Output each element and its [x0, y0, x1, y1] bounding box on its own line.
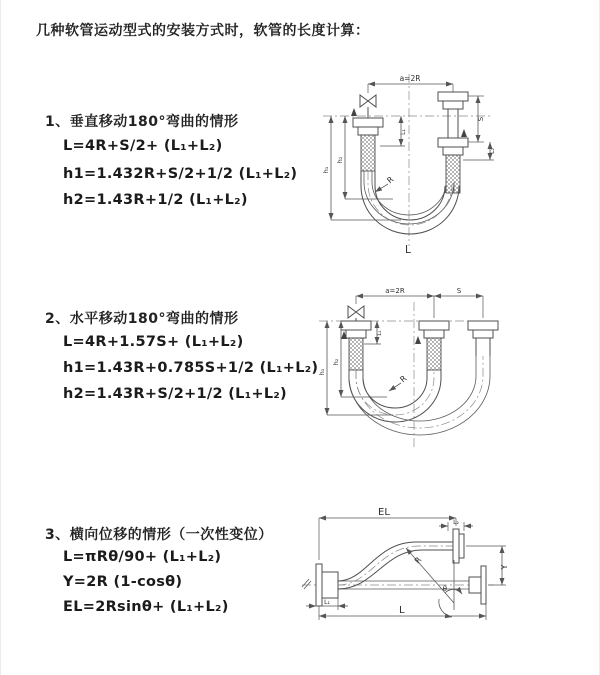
dim-label-h2: h₂: [332, 358, 340, 366]
page-title: 几种软管运动型式的安装方式时，软管的长度计算：: [36, 23, 370, 39]
angle-arc: [439, 599, 452, 617]
dim-label-h2: h₂: [336, 156, 344, 164]
left-flange: [316, 564, 322, 606]
dim-label-a2r: a=2R: [399, 74, 421, 83]
dim-label-s: S: [477, 116, 485, 122]
section-1-formula-h2: h2=1.43R+1/2 (L₁+L₂): [63, 192, 248, 208]
radius-line: [406, 548, 454, 603]
dim-label-l2: L₂: [453, 519, 459, 526]
break-mark: [302, 579, 311, 589]
right-braid-section: [446, 155, 460, 193]
right-upper-flange: [438, 92, 468, 101]
dim-label-h1: h₁: [322, 166, 330, 174]
left-braid-section: [349, 338, 363, 370]
up-arrow-icon: [351, 108, 357, 116]
section-1-heading: 1、垂直移动180°弯曲的情形: [45, 114, 239, 130]
radius-label: R: [412, 555, 424, 566]
dim-label-h1: h₁: [318, 368, 326, 376]
valve-icon: [360, 95, 376, 118]
section-3-formula-L: L=πRθ/90+ (L₁+L₂): [63, 549, 222, 565]
section-1-formula-h1: h1=1.432R+S/2+1/2 (L₁+L₂): [63, 166, 298, 182]
section-3-heading: 3、横向位移的情形（一次性变位）: [45, 527, 273, 543]
angle-arc: [445, 589, 462, 594]
section-2-formula-h1: h1=1.43R+0.785S+1/2 (L₁+L₂): [63, 360, 319, 376]
up-arrow-icon: [415, 336, 421, 344]
dim-label-l2: L₂: [489, 148, 496, 154]
diagram-lateral-displacement: [296, 498, 596, 658]
section-1-formula-L: L=4R+S/2+ (L₁+L₂): [63, 138, 223, 154]
left-braid-section: [361, 135, 375, 171]
length-label: L: [405, 244, 411, 256]
section-2-formula-h2: h2=1.43R+S/2+1/2 (L₁+L₂): [63, 386, 287, 402]
angle-label: θ: [442, 585, 447, 593]
dim-label-y: Y: [500, 564, 509, 570]
valve-icon: [348, 306, 364, 321]
radius-label: R: [385, 174, 396, 186]
up-arrow-icon: [461, 129, 467, 137]
section-2-heading: 2、水平移动180°弯曲的情形: [45, 311, 239, 327]
right-flange-original: [469, 577, 481, 593]
hose-u-bend: [361, 171, 459, 234]
section-3-formula-Y: Y=2R (1-cosθ): [63, 574, 183, 590]
right-lower-flange: [438, 138, 468, 147]
section-3-formula-EL: EL=2Rsinθ+ (L₁+L₂): [63, 599, 229, 615]
top-flange-displaced: [453, 529, 459, 563]
dim-label-l1: L₁: [324, 599, 330, 606]
dim-label-el: EL: [378, 507, 390, 518]
dim-label-a2r: a=2R: [385, 287, 405, 295]
left-flange: [341, 321, 371, 330]
dim-label-l1: L₁: [400, 129, 407, 135]
diagram-vertical-180-bend: [301, 68, 596, 258]
radius-label: R: [398, 373, 409, 385]
dim-label-s: S: [456, 287, 462, 295]
section-2-formula-L: L=4R+1.57S+ (L₁+L₂): [63, 334, 244, 350]
diagram-horizontal-180-bend: [301, 282, 600, 457]
hose-u-bend-position2: [349, 356, 490, 435]
dim-label-l: L: [399, 605, 405, 616]
right-flange-shifted: [468, 321, 498, 330]
middle-braid-section: [427, 338, 441, 370]
middle-flange: [419, 321, 449, 330]
dim-label-l1: L₁: [377, 330, 383, 336]
left-flange: [353, 118, 383, 127]
